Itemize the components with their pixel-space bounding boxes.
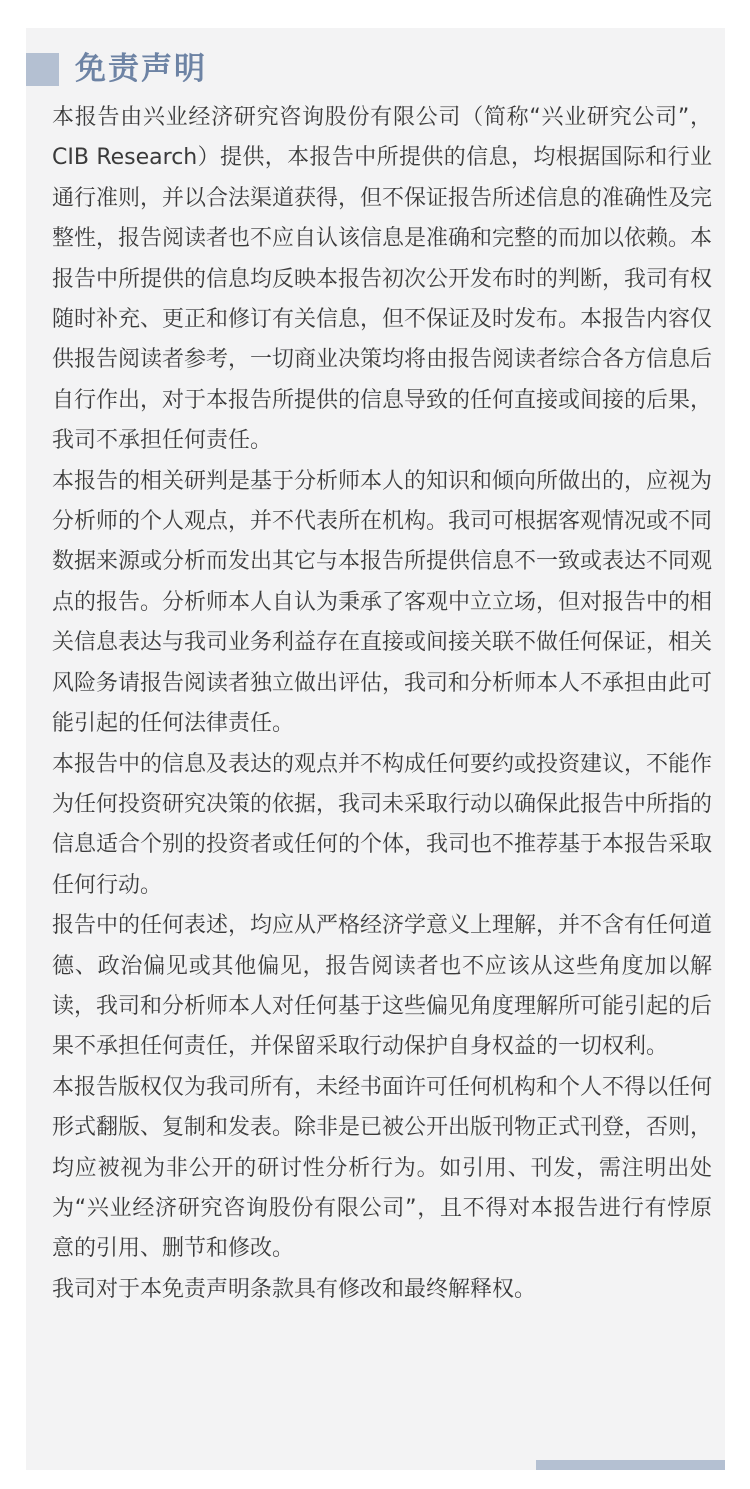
disclaimer-paragraph-3: 本报告中的信息及表达的观点并不构成任何要约或投资建议，不能作为任何投资研究决策的依据，我司未采取行动以确保此报告中所指的信息适合个别的投资者或任何的个体，我司也不推荐基于本报告采取任何行动。 bbox=[52, 751, 713, 898]
disclaimer-paragraph-6: 我司对于本免责声明条款具有修改和最终解释权。 bbox=[52, 1276, 537, 1302]
title-square-marker bbox=[26, 53, 59, 86]
disclaimer-paragraph-2: 本报告的相关研判是基于分析师本人的知识和倾向所做出的，应视为分析师的个人观点，并不代表所在机构。我司可根据客观情况或不同数据来源或分析而发出其它与本报告所提供信息不一致或表达不同观点的报告。分析师本人自认为秉承了客观中立立场，但对报告中的相关信息表达与我司业务利益存在直接或间接关联不做任何保证，相关风险务请报告阅读者独立做出评估，我司和分析师本人不承担由此可能引起的任何法律责任。 bbox=[52, 468, 713, 737]
disclaimer-title: 免责声明 bbox=[75, 51, 207, 87]
disclaimer-panel bbox=[26, 28, 725, 1470]
disclaimer-paragraph-5: 本报告版权仅为我司所有，未经书面许可任何机构和个人不得以任何形式翻版、复制和发表。除非是已被公开出版刊物正式刊登，否则，均应被视为非公开的研讨性分析行为。如引用、刊发，需注明出处为“兴业经济研究咨询股份有限公司”，且不得对本报告进行有悖原意的引用、删节和修改。 bbox=[52, 1074, 713, 1262]
disclaimer-header bbox=[26, 49, 207, 89]
disclaimer-body bbox=[52, 98, 712, 1310]
disclaimer-paragraph-4: 报告中的任何表述，均应从严格经济学意义上理解，并不含有任何道德、政治偏见或其他偏见，报告阅读者也不应该从这些角度加以解读，我司和分析师本人对任何基于这些偏见角度理解所可能引起的后果不承担任何责任，并保留采取行动保护自身权益的一切权利。 bbox=[52, 913, 713, 1060]
bottom-accent-bar bbox=[536, 1460, 725, 1470]
disclaimer-paragraph-1: 本报告由兴业经济研究咨询股份有限公司（简称“兴业研究公司”，CIB Research）提供，本报告中所提供的信息，均根据国际和行业通行准则，并以合法渠道获得，但不保证报告所述信息的准确性及完整性，报告阅读者也不应自认该信息是准确和完整的而加以依赖。本报告中所提供的信息均反映本报告初次公开发布时的判断，我司有权随时补充、更正和修订有关信息，但不保证及时发布。本报告内容仅供报告阅读者参考，一切商业决策均将由报告阅读者综合各方信息后自行作出，对于本报告所提供的信息导致的任何直接或间接的后果，我司不承担任何责任。 bbox=[52, 105, 713, 454]
